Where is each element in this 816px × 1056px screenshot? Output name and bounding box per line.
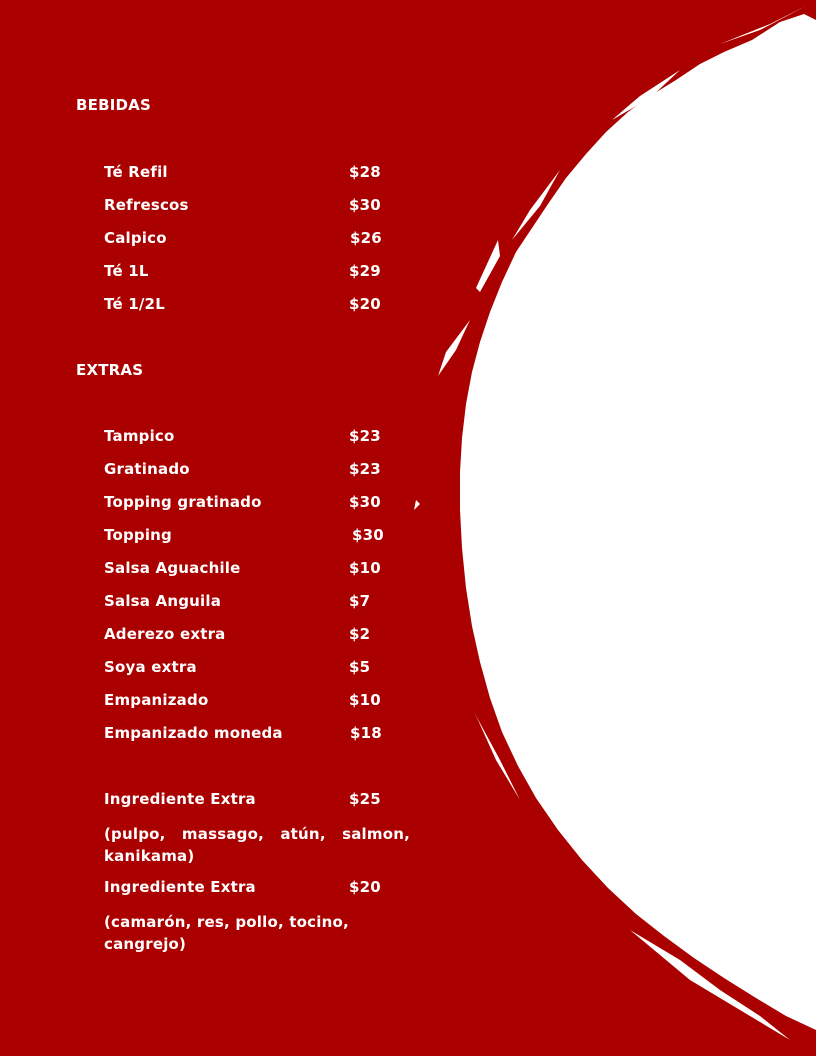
menu-item-name: Salsa Aguachile (104, 559, 241, 577)
menu-item-price: $20 (349, 295, 381, 313)
menu-item-name: Tampico (104, 427, 175, 445)
menu-item-price: $30 (349, 196, 381, 214)
menu-item-name: Salsa Anguila (104, 592, 222, 610)
menu-item-price: $28 (349, 163, 381, 181)
menu-item-name: Topping gratinado (104, 493, 262, 511)
menu-item-name: Ingrediente Extra (104, 790, 256, 808)
menu-item-price: $10 (349, 691, 381, 709)
menu-item-name: Ingrediente Extra (104, 878, 256, 896)
menu-item-price: $23 (349, 460, 381, 478)
menu-item-name: Calpico (104, 229, 167, 247)
menu-item-price: $7 (349, 592, 371, 610)
section-title-bebidas: BEBIDAS (76, 96, 151, 114)
menu-item-name: Refrescos (104, 196, 189, 214)
ingredient-note: (pulpo, massago, atún, salmon, kanikama) (104, 825, 410, 865)
menu-item-price: $30 (349, 493, 381, 511)
menu-item-name: Té 1L (104, 262, 149, 280)
menu-item-price: $10 (349, 559, 381, 577)
menu-item-name: Té Refil (104, 163, 168, 181)
menu-item-price: $25 (349, 790, 381, 808)
menu-item-name: Topping (104, 526, 172, 544)
section-title-extras: EXTRAS (76, 361, 144, 379)
menu-item-price: $5 (349, 658, 371, 676)
menu-item-name: Empanizado (104, 691, 209, 709)
menu-item-price: $26 (350, 229, 382, 247)
menu-item-name: Gratinado (104, 460, 190, 478)
menu-item-price: $20 (349, 878, 381, 896)
ingredient-note: (camarón, res, pollo, tocino, cangrejo) (104, 913, 349, 953)
menu-item-price: $18 (350, 724, 382, 742)
menu-item-name: Soya extra (104, 658, 197, 676)
menu-item-price: $2 (349, 625, 371, 643)
menu-item-price: $29 (349, 262, 381, 280)
menu-item-price: $23 (349, 427, 381, 445)
menu-item-price: $30 (352, 526, 384, 544)
menu-item-name: Empanizado moneda (104, 724, 283, 742)
menu-item-name: Té 1/2L (104, 295, 165, 313)
menu-item-name: Aderezo extra (104, 625, 226, 643)
